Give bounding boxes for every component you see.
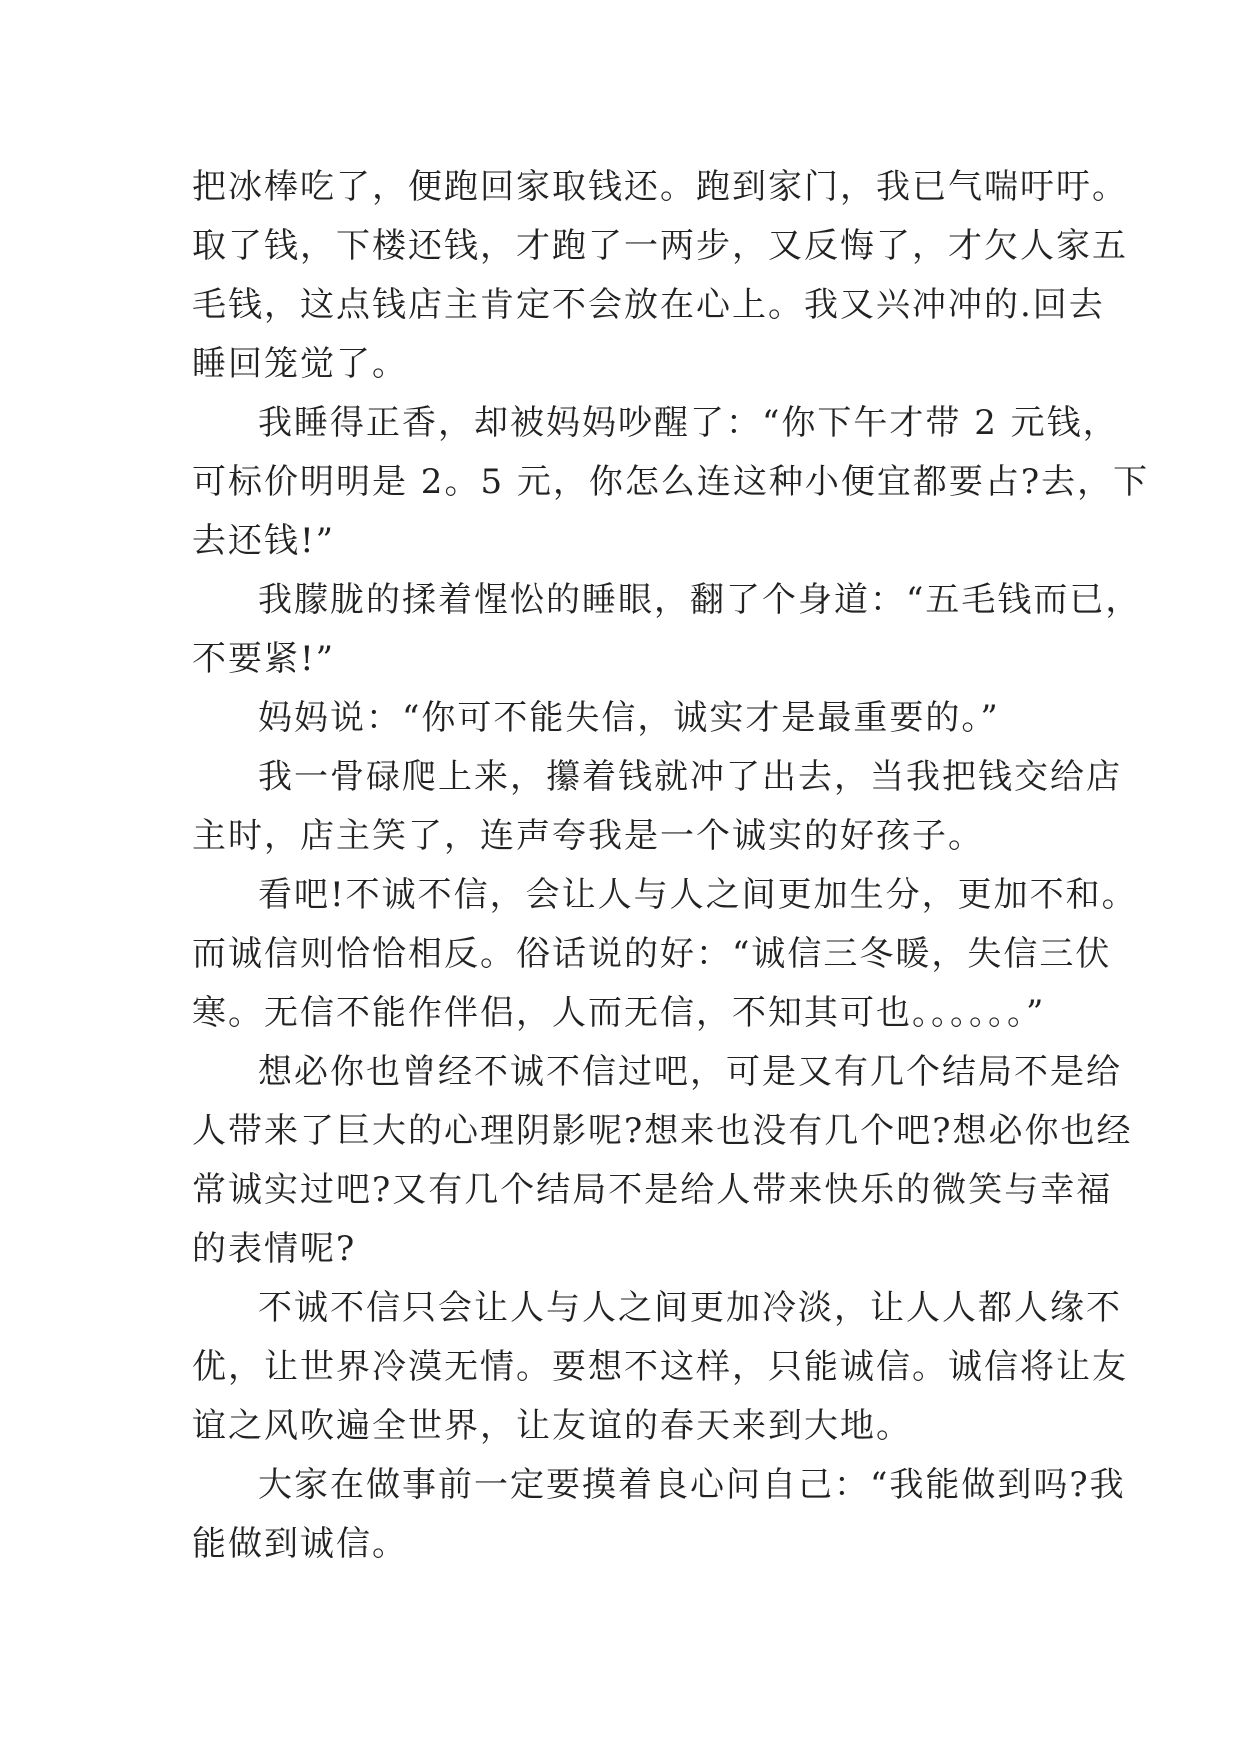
text-line: 常诚实过吧?又有几个结局不是给人带来快乐的微笑与幸福 bbox=[192, 1170, 1113, 1210]
text-line: 妈妈说：“你可不能失信，诚实才是最重要的。” bbox=[258, 698, 1000, 738]
text-line: 去还钱!” bbox=[192, 521, 336, 561]
paragraph bbox=[192, 748, 1122, 866]
text-line: 而诚信则恰恰相反。俗话说的好：“诚信三冬暖，失信三伏 bbox=[192, 934, 1112, 974]
text-line: 把冰棒吃了，便跑回家取钱还。跑到家门，我已气喘吁吁。 bbox=[192, 167, 1128, 207]
text-line: 想必你也曾经不诚不信过吧，可是又有几个结局不是给 bbox=[258, 1052, 1122, 1092]
text-line: 人带来了巨大的心理阴影呢?想来也没有几个吧?想必你也经 bbox=[192, 1111, 1133, 1151]
text-line: 能做到诚信。 bbox=[192, 1524, 408, 1564]
text-line: 的表情呢? bbox=[192, 1229, 357, 1269]
text-line: 不诚不信只会让人与人之间更加冷淡，让人人都人缘不 bbox=[258, 1288, 1122, 1328]
document-body bbox=[192, 158, 1150, 1574]
paragraph bbox=[192, 158, 1128, 394]
paragraph bbox=[192, 571, 1142, 689]
text-line: 主时，店主笑了，连声夸我是一个诚实的好孩子。 bbox=[192, 816, 984, 856]
text-line: 大家在做事前一定要摸着良心问自己：“我能做到吗?我 bbox=[258, 1465, 1126, 1505]
text-line: 看吧!不诚不信，会让人与人之间更加生分，更加不和。 bbox=[258, 875, 1138, 915]
text-line: 不要紧!” bbox=[192, 639, 336, 679]
text-line: 优，让世界冷漠无情。要想不这样，只能诚信。诚信将让友 bbox=[192, 1347, 1128, 1387]
paragraph bbox=[192, 866, 1138, 1043]
paragraph bbox=[192, 1043, 1133, 1279]
text-line: 毛钱，这点钱店主肯定不会放在心上。我又兴冲冲的.回去 bbox=[192, 285, 1105, 325]
text-line: 我一骨碌爬上来，攥着钱就冲了出去，当我把钱交给店 bbox=[258, 757, 1122, 797]
paragraph bbox=[192, 1456, 1126, 1574]
text-line: 可标价明明是 2。5 元，你怎么连这种小便宜都要占?去，下 bbox=[192, 462, 1150, 502]
text-line: 取了钱，下楼还钱，才跑了一两步，又反悔了，才欠人家五 bbox=[192, 226, 1128, 266]
paragraph bbox=[192, 394, 1150, 571]
paragraph bbox=[192, 1279, 1128, 1456]
paragraph bbox=[192, 689, 1072, 748]
text-line: 寒。无信不能作伴侣，人而无信，不知其可也。。。。。。” bbox=[192, 993, 1046, 1033]
text-line: 睡回笼觉了。 bbox=[192, 344, 408, 384]
text-line: 我睡得正香，却被妈妈吵醒了：“你下午才带 2 元钱， bbox=[258, 403, 1119, 443]
text-line: 我朦胧的揉着惺忪的睡眼，翻了个身道：“五毛钱而已， bbox=[258, 580, 1142, 620]
text-line: 谊之风吹遍全世界，让友谊的春天来到大地。 bbox=[192, 1406, 912, 1446]
